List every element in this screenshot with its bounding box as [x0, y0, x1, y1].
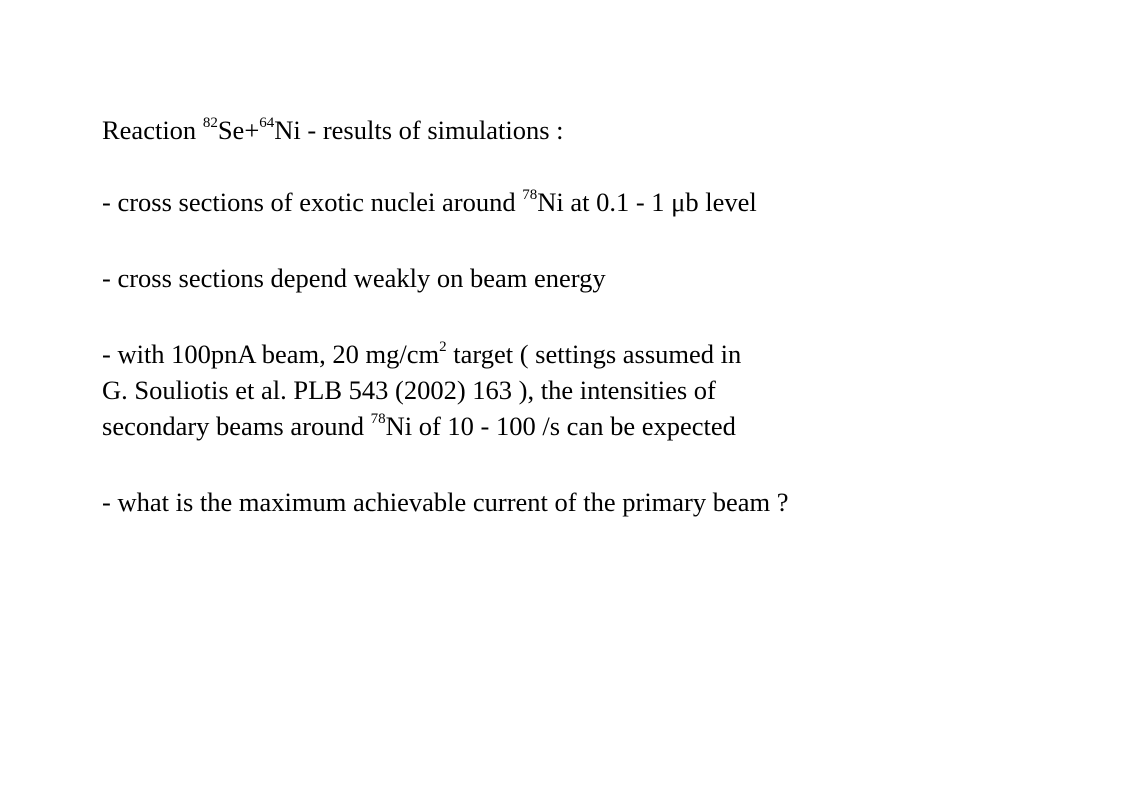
bullet-intensity-line3-suffix: Ni of 10 - 100 /s can be expected	[385, 411, 736, 441]
bullet-cross-sections-prefix: - cross sections of exotic nuclei around	[102, 187, 523, 217]
title-prefix: Reaction	[102, 115, 203, 145]
bullet-cross-sections-suffix: Ni at 0.1 - 1 μb level	[537, 187, 757, 217]
bullet-intensity-line1	[102, 338, 741, 370]
bullet-cross-sections	[102, 186, 757, 218]
title-sup-ni: 64	[259, 115, 275, 132]
bullet-question-text: - what is the maximum achievable current of the primary beam ?	[102, 487, 789, 517]
bullet-intensity-line3-sup: 78	[370, 411, 386, 428]
bullet-beam-energy	[102, 262, 606, 294]
title-sup-se: 82	[202, 115, 218, 132]
bullet-intensity-line2-text: G. Souliotis et al. PLB 543 (2002) 163 ), the intensities of	[102, 375, 716, 405]
bullet-intensity-line3	[102, 410, 736, 442]
slide-title	[102, 114, 564, 146]
bullet-intensity-line3-prefix: secondary beams around	[102, 411, 371, 441]
title-suffix: Ni - results of simulations :	[274, 115, 564, 145]
bullet-intensity-line1-sup: 2	[439, 339, 447, 356]
bullet-beam-energy-text: - cross sections depend weakly on beam energy	[102, 263, 606, 293]
title-mid: Se+	[217, 115, 260, 145]
bullet-intensity-line1-prefix: - with 100pnA beam, 20 mg/cm	[102, 339, 440, 369]
bullet-cross-sections-sup: 78	[522, 187, 538, 204]
bullet-intensity-line1-suffix: target ( settings assumed in	[446, 339, 742, 369]
bullet-intensity-line2	[102, 374, 716, 406]
bullet-question	[102, 486, 789, 518]
